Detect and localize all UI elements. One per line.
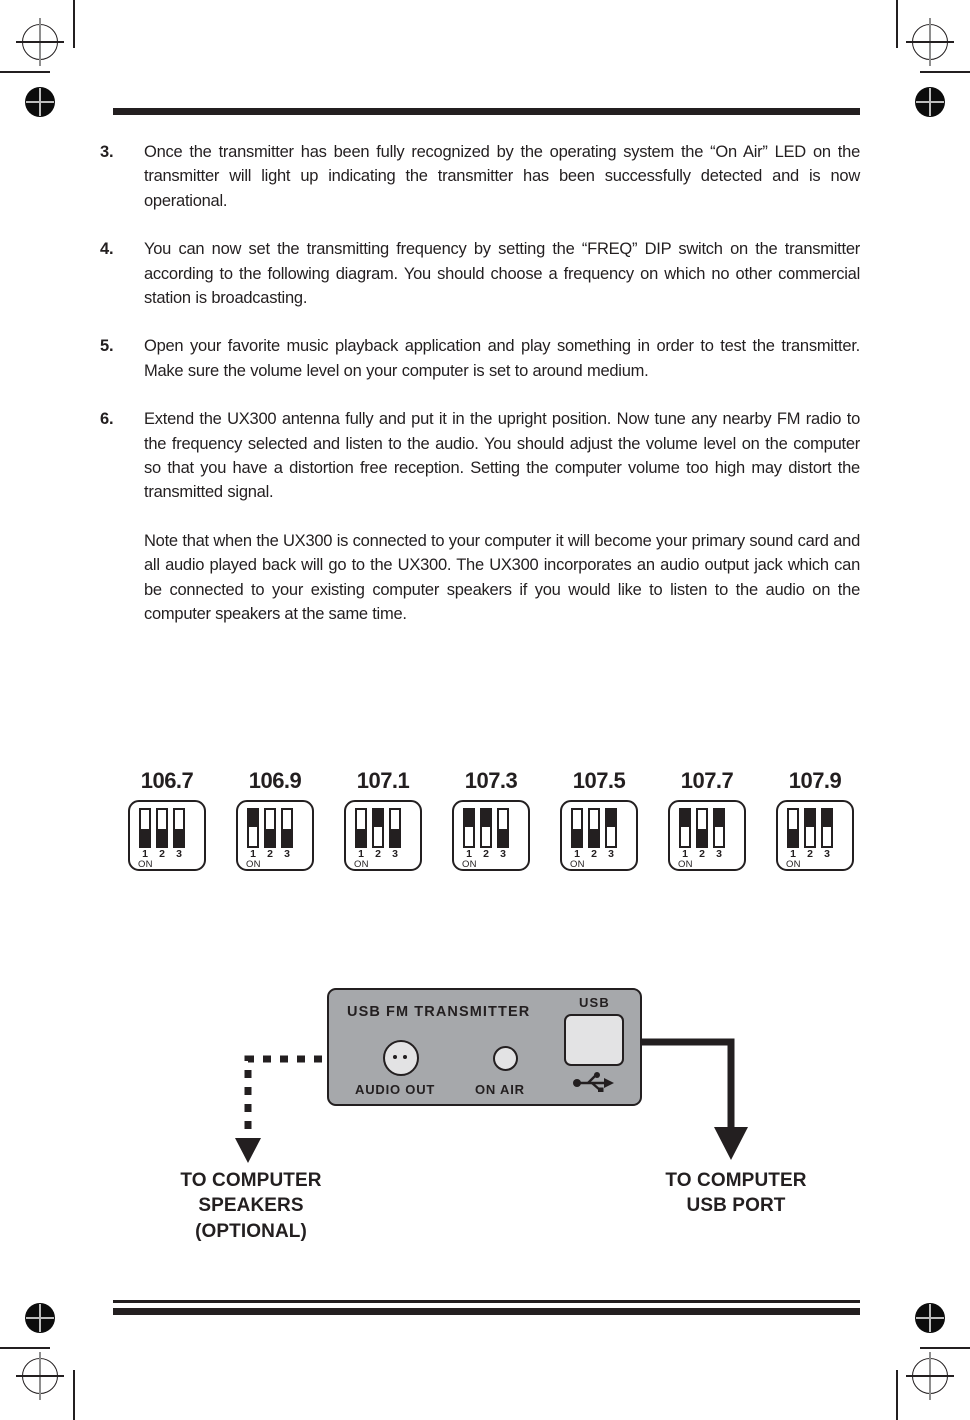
dip-switch-number: 3 bbox=[176, 848, 182, 860]
dip-switch-knob bbox=[374, 810, 382, 827]
dip-switch-levers bbox=[355, 808, 401, 848]
dip-switch-number: 1 bbox=[466, 848, 472, 860]
crop-mark-bottom-left-vertical bbox=[73, 1370, 75, 1420]
dip-switch-body bbox=[128, 800, 206, 871]
footer-rule-thick bbox=[113, 1308, 860, 1315]
dip-switch-number: 2 bbox=[483, 848, 489, 860]
dip-switch-knob bbox=[823, 810, 831, 827]
dip-switch-cell bbox=[450, 768, 532, 871]
dip-switch-cell bbox=[234, 768, 316, 871]
audio-out-label: AUDIO OUT bbox=[355, 1082, 436, 1097]
registration-dot-bottom-left bbox=[25, 1303, 55, 1333]
dip-switch-number: 3 bbox=[392, 848, 398, 860]
dip-switch-number: 1 bbox=[682, 848, 688, 860]
dip-frequency-label: 106.9 bbox=[248, 768, 302, 793]
dip-switch-levers bbox=[787, 808, 833, 848]
dip-switch-lever-2[interactable] bbox=[696, 808, 708, 848]
step-number: 4. bbox=[100, 240, 114, 259]
dip-switch-knob bbox=[141, 829, 149, 846]
dip-switch-knob bbox=[698, 829, 706, 846]
audio-out-jack-icon bbox=[383, 1040, 419, 1076]
footer-rule-thin bbox=[113, 1300, 860, 1303]
dip-switch-levers bbox=[571, 808, 617, 848]
dip-on-label: ON bbox=[678, 859, 693, 870]
caption-line: (OPTIONAL) bbox=[195, 1220, 307, 1242]
dip-switch-body bbox=[560, 800, 638, 871]
dip-frequency-label: 107.5 bbox=[572, 768, 626, 793]
on-air-label: ON AIR bbox=[475, 1082, 525, 1097]
dip-frequency-label: 107.3 bbox=[464, 768, 518, 793]
crop-mark-bottom-right-vertical bbox=[896, 1370, 898, 1420]
registration-target-bottom-left bbox=[22, 1358, 58, 1394]
dip-switch-body bbox=[776, 800, 854, 871]
dip-switch-knob bbox=[573, 829, 581, 846]
dip-switch-levers bbox=[139, 808, 185, 848]
header-rule bbox=[113, 108, 860, 115]
dip-switch-lever-2[interactable] bbox=[156, 808, 168, 848]
caption-line: TO COMPUTER bbox=[180, 1170, 322, 1191]
caption-line: USB PORT bbox=[686, 1195, 786, 1217]
dip-switch-number: 2 bbox=[159, 848, 165, 860]
dip-frequency-label: 106.7 bbox=[140, 768, 194, 793]
dip-switch-lever-2[interactable] bbox=[372, 808, 384, 848]
dip-frequency-label: 107.7 bbox=[680, 768, 734, 793]
dip-frequency-label: 107.9 bbox=[788, 768, 842, 793]
dip-switch-knob bbox=[715, 810, 723, 827]
dip-switch-number: 3 bbox=[500, 848, 506, 860]
registration-target-bottom-right bbox=[912, 1358, 948, 1394]
note-paragraph: Note that when the UX300 is connected to your computer it will become your primary sound card and all audio played back will go to the UX300. The UX300 incorporates an audio output jack which can be connected to your existing computer speakers if you would like to listen to the audio on the computer speakers at the same time. bbox=[144, 531, 860, 624]
dip-switch-lever-2[interactable] bbox=[804, 808, 816, 848]
dip-switch-lever-3[interactable] bbox=[497, 808, 509, 848]
dip-switch-lever-1[interactable] bbox=[679, 808, 691, 848]
instruction-step bbox=[100, 334, 860, 383]
instructions-body bbox=[100, 140, 860, 627]
dip-switch-levers bbox=[679, 808, 725, 848]
dip-switch-knob bbox=[789, 829, 797, 846]
dip-switch-number: 1 bbox=[358, 848, 364, 860]
step-number: 3. bbox=[100, 143, 114, 161]
dip-switch-cell bbox=[342, 768, 424, 871]
registration-target-top-right bbox=[912, 24, 948, 60]
crop-mark-bottom-right-horizontal bbox=[920, 1347, 970, 1349]
dip-switch-knob bbox=[175, 829, 183, 846]
crop-mark-top-right-vertical bbox=[896, 0, 898, 48]
dip-switch-number: 1 bbox=[790, 848, 796, 860]
dip-switch-cell bbox=[774, 768, 856, 871]
dip-on-label: ON bbox=[138, 859, 153, 870]
dip-switch-knob bbox=[482, 810, 490, 827]
dip-switch-lever-1[interactable] bbox=[463, 808, 475, 848]
dip-switch-knob bbox=[499, 829, 507, 846]
dip-switch-lever-3[interactable] bbox=[605, 808, 617, 848]
dip-switch-knob bbox=[283, 829, 291, 846]
crop-mark-top-left-vertical bbox=[73, 0, 75, 48]
dip-switch-lever-2[interactable] bbox=[480, 808, 492, 848]
step-text: Open your favorite music playback application and play something in order to test the transmitter. Make sure the volume level on your computer is set to around medium. bbox=[144, 337, 860, 380]
dip-switch-knob bbox=[590, 829, 598, 846]
usb-port bbox=[564, 1014, 624, 1066]
dip-switch-knob bbox=[806, 810, 814, 827]
dip-switch-cell bbox=[126, 768, 208, 871]
dip-switch-numbers bbox=[463, 849, 509, 860]
caption-to-computer-usb-port bbox=[625, 1168, 847, 1219]
caption-to-computer-speakers bbox=[140, 1168, 362, 1244]
usb-port-label: USB bbox=[578, 995, 610, 1010]
dip-switch-lever-1[interactable] bbox=[139, 808, 151, 848]
dip-switch-number: 3 bbox=[824, 848, 830, 860]
dip-switch-number: 1 bbox=[142, 848, 148, 860]
step-text: Extend the UX300 antenna fully and put it in the upright position. Now tune any nearby FM radio to the frequency selected and listen to the audio. You should adjust the volume level on the computer so that you have a distortion free reception. Setting the computer volume too high may distort the transmitted signal. bbox=[144, 410, 860, 502]
registration-dot-top-left bbox=[25, 87, 55, 117]
caption-line: TO COMPUTER bbox=[665, 1170, 807, 1191]
dip-switch-numbers bbox=[139, 849, 185, 860]
crop-mark-top-left-horizontal bbox=[0, 71, 50, 73]
dip-on-label: ON bbox=[570, 859, 585, 870]
dip-switch-body bbox=[344, 800, 422, 871]
crop-mark-bottom-left-horizontal bbox=[0, 1347, 50, 1349]
dip-switch-lever-3[interactable] bbox=[281, 808, 293, 848]
registration-target-top-left bbox=[22, 24, 58, 60]
dip-switch-number: 1 bbox=[574, 848, 580, 860]
registration-dot-top-right bbox=[915, 87, 945, 117]
dip-switch-knob bbox=[465, 810, 473, 827]
instruction-step bbox=[100, 237, 860, 310]
caption-line: SPEAKERS bbox=[198, 1195, 304, 1217]
dip-switch-number: 2 bbox=[699, 848, 705, 860]
dip-switch-numbers bbox=[247, 849, 293, 860]
step-number: 6. bbox=[100, 410, 114, 429]
dip-switch-body bbox=[236, 800, 314, 871]
dip-switch-lever-3[interactable] bbox=[713, 808, 725, 848]
dip-frequency-label: 107.1 bbox=[356, 768, 410, 793]
dip-switch-cell bbox=[558, 768, 640, 871]
dip-switch-knob bbox=[607, 810, 615, 827]
dip-switch-number: 3 bbox=[608, 848, 614, 860]
dip-switch-number: 3 bbox=[284, 848, 290, 860]
dip-switch-knob bbox=[249, 810, 257, 827]
dip-switch-lever-3[interactable] bbox=[821, 808, 833, 848]
dip-switch-cell bbox=[666, 768, 748, 871]
dip-on-label: ON bbox=[462, 859, 477, 870]
dip-switch-number: 2 bbox=[591, 848, 597, 860]
dip-switch-body bbox=[452, 800, 530, 871]
dip-switch-number: 2 bbox=[267, 848, 273, 860]
dip-on-label: ON bbox=[246, 859, 261, 870]
dip-switch-lever-1[interactable] bbox=[247, 808, 259, 848]
usb-symbol-icon bbox=[572, 1072, 616, 1092]
usb-fm-transmitter-device bbox=[327, 988, 642, 1106]
step-number: 5. bbox=[100, 337, 114, 356]
dip-switch-knob bbox=[357, 829, 365, 846]
registration-dot-bottom-right bbox=[915, 1303, 945, 1333]
step-text: You can now set the transmitting frequency by setting the “FREQ” DIP switch on the transmitter according to the following diagram. You should choose a frequency on which no other commercial station is broadcasting. bbox=[144, 240, 860, 308]
instruction-step bbox=[100, 140, 860, 213]
dip-switch-lever-1[interactable] bbox=[571, 808, 583, 848]
device-title: USB FM TRANSMITTER bbox=[347, 1004, 531, 1020]
crop-mark-top-right-horizontal bbox=[920, 71, 970, 73]
instruction-step bbox=[100, 407, 860, 505]
dip-switch-numbers bbox=[679, 849, 725, 860]
dip-switch-number: 3 bbox=[716, 848, 722, 860]
dip-switch-lever-2[interactable] bbox=[588, 808, 600, 848]
dip-switch-number: 1 bbox=[250, 848, 256, 860]
dip-switch-levers bbox=[463, 808, 509, 848]
dip-switch-numbers bbox=[787, 849, 833, 860]
dip-on-label: ON bbox=[354, 859, 369, 870]
dip-switch-numbers bbox=[355, 849, 401, 860]
dip-switch-lever-2[interactable] bbox=[264, 808, 276, 848]
dip-switch-numbers bbox=[571, 849, 617, 860]
on-air-led-icon bbox=[493, 1046, 518, 1071]
dip-switch-levers bbox=[247, 808, 293, 848]
dip-switch-knob bbox=[681, 810, 689, 827]
dip-switch-lever-1[interactable] bbox=[355, 808, 367, 848]
dip-switch-number: 2 bbox=[807, 848, 813, 860]
dip-switch-body bbox=[668, 800, 746, 871]
dip-switch-knob bbox=[158, 829, 166, 846]
dip-switch-lever-3[interactable] bbox=[389, 808, 401, 848]
dip-switch-knob bbox=[266, 829, 274, 846]
dip-switch-lever-1[interactable] bbox=[787, 808, 799, 848]
step-text: Once the transmitter has been fully recognized by the operating system the “On Air” LED on the transmitter will light up indicating the transmitter has been successfully detected and is now operational. bbox=[144, 143, 860, 210]
dip-on-label: ON bbox=[786, 859, 801, 870]
dip-switch-frequency-chart bbox=[126, 768, 856, 871]
dip-switch-number: 2 bbox=[375, 848, 381, 860]
dip-switch-lever-3[interactable] bbox=[173, 808, 185, 848]
dip-switch-knob bbox=[391, 829, 399, 846]
